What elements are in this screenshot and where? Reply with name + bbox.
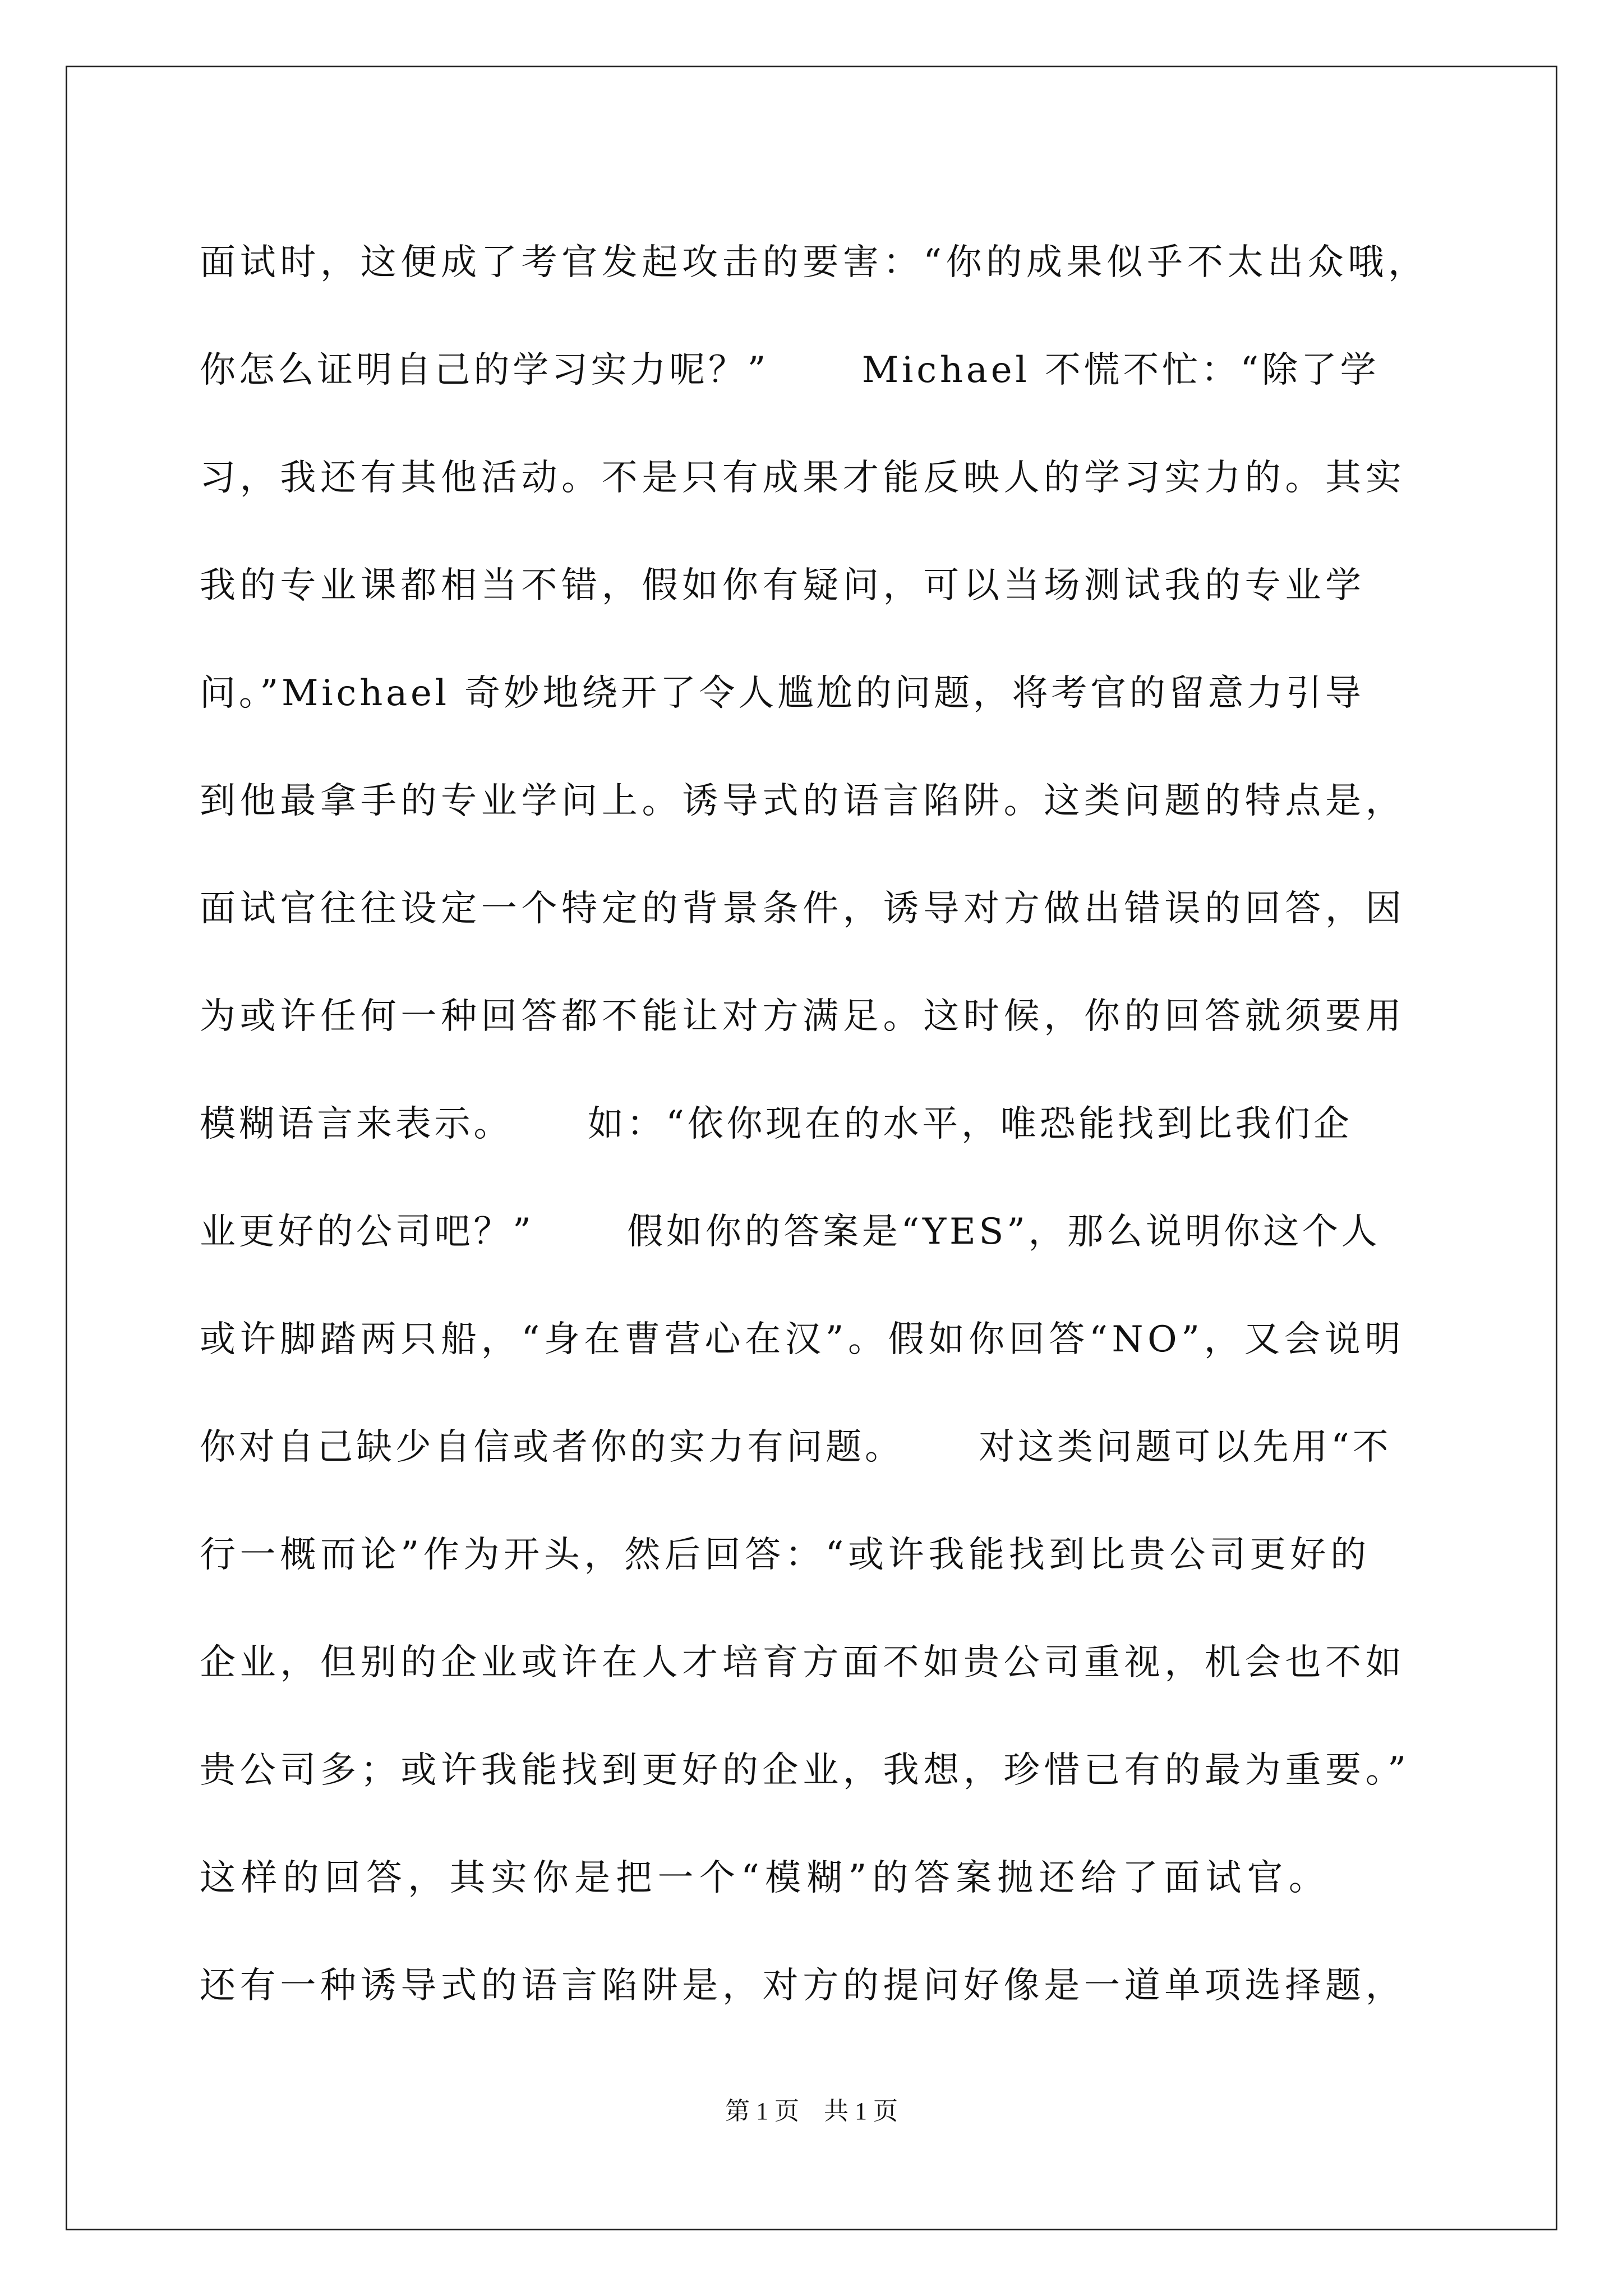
text-line: 行一概而论”作为开头，然后回答：“或许我能找到比贵公司更好的 [200, 1534, 1371, 1576]
text-line: 为或许任何一种回答都不能让对方满足。这时候，你的回答就须要用 [200, 996, 1406, 1037]
text-line: 你对自己缺少自信或者你的实力有问题。 对这类问题可以先用“不 [200, 1427, 1392, 1468]
document-body [200, 209, 1450, 2040]
text-line: 模糊语言来表示。 如：“依你现在的水平，唯恐能找到比我们企 [200, 1103, 1353, 1145]
page-number-footer: 第 1 页 共 1 页 [725, 2097, 898, 2125]
text-line: 到他最拿手的专业学问上。诱导式的语言陷阱。这类问题的特点是， [200, 780, 1406, 822]
text-line: 你怎么证明自己的学习实力呢？” Michael 不慌不忙：“除了学 [200, 349, 1380, 391]
text-line: 习，我还有其他活动。不是只有成果才能反映人的学习实力的。其实 [200, 457, 1406, 499]
text-line: 或许脚踏两只船，“身在曹营心在汉”。假如你回答“NO”，又会说明 [200, 1319, 1405, 1360]
text-line: 企业，但别的企业或许在人才培育方面不如贵公司重视，机会也不如 [200, 1642, 1406, 1683]
text-line: 贵公司多；或许我能找到更好的企业，我想，珍惜已有的最为重要。” [200, 1750, 1410, 1791]
text-line: 面试官往往设定一个特定的背景条件，诱导对方做出错误的回答，因 [200, 888, 1406, 930]
text-line: 这样的回答，其实你是把一个“模糊”的答案抛还给了面试官。 [200, 1857, 1331, 1899]
text-line: 还有一种诱导式的语言陷阱是，对方的提问好像是一道单项选择题， [200, 1965, 1406, 2007]
text-line: 面试时，这便成了考官发起攻击的要害：“你的成果似乎不太出众哦， [200, 242, 1428, 283]
text-line: 业更好的公司吧？” 假如你的答案是“YES”，那么说明你这个人 [200, 1211, 1381, 1253]
text-line: 我的专业课都相当不错，假如你有疑问，可以当场测试我的专业学 [200, 565, 1366, 606]
text-line: 问。”Michael 奇妙地绕开了令人尴尬的问题，将考官的留意力引导 [200, 673, 1364, 714]
